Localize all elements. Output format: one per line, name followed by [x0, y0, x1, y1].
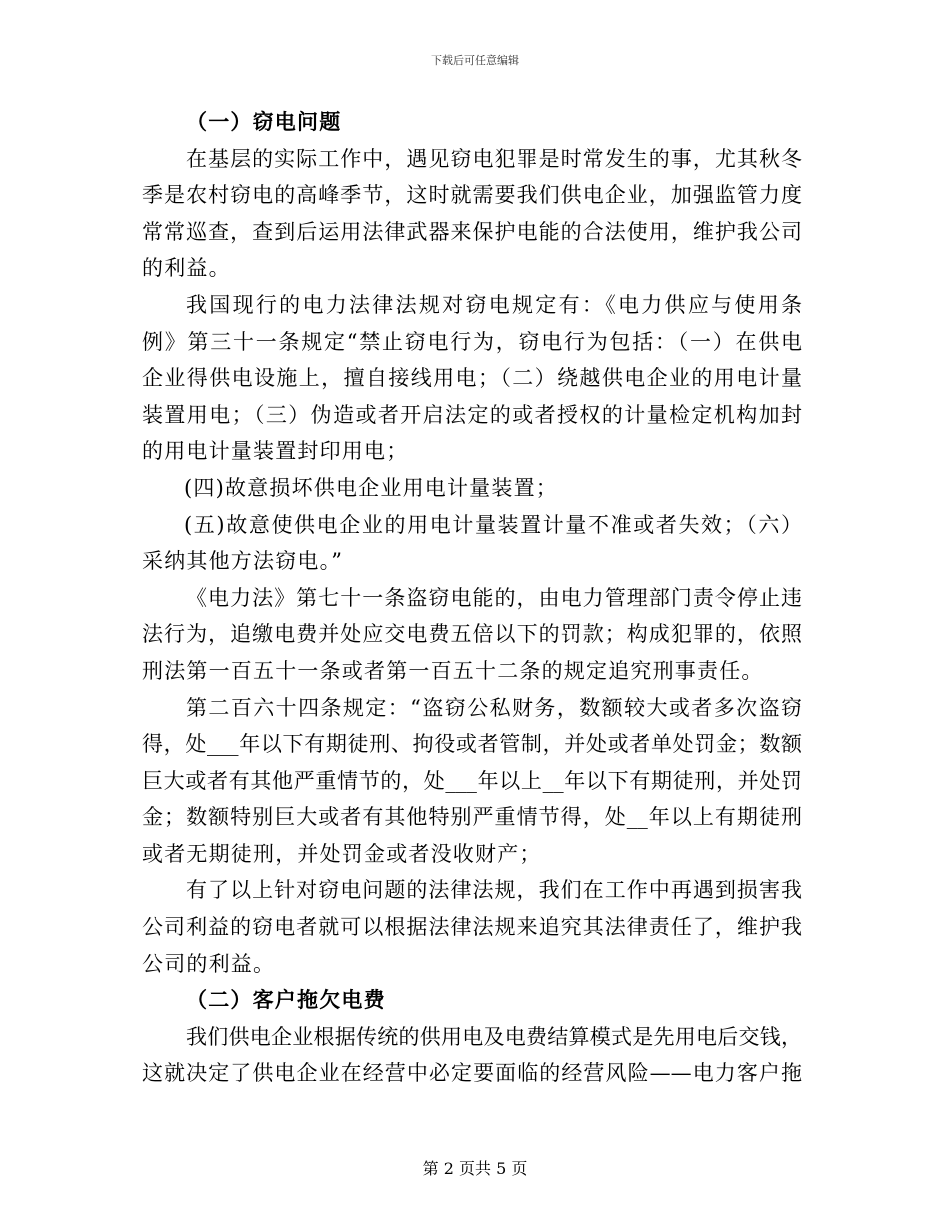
paragraph-line: 这就决定了供电企业在经营中必定要面临的经营风险——电力客户拖: [142, 1061, 802, 1086]
paragraph-line: 采纳其他方法窃电。”: [142, 549, 344, 574]
paragraph-line: 法行为，追缴电费并处应交电费五倍以下的罚款；构成犯罪的，依照: [142, 622, 802, 647]
page-footer: 第 2 页共 5 页: [422, 1159, 528, 1178]
paragraph-line: 我国现行的电力法律法规对窃电规定有：《电力供应与使用条: [186, 292, 802, 317]
paragraph-line: 《电力法》第七十一条盗窃电能的，由电力管理部门责令停止违: [186, 585, 802, 610]
paragraph-line: 刑法第一百五十一条或者第一百五十二条的规定追究刑事责任。: [142, 658, 764, 683]
paragraph-line: 公司利益的窃电者就可以根据法律法规来追究其法律责任了，维护我: [142, 915, 802, 940]
paragraph-line: 有了以上针对窃电问题的法律法规，我们在工作中再遇到损害我: [186, 878, 802, 903]
document-body: [142, 104, 802, 1092]
paragraph-line: 企业得供电设施上，擅自接线用电；（二）绕越供电企业的用电计量: [142, 366, 802, 391]
paragraph-line: 巨大或者有其他严重情节的，处___年以上__年以下有期徒刑，并处罚: [142, 768, 802, 793]
paragraph-line: 或者无期徒刑，并处罚金或者没收财产；: [142, 841, 542, 866]
paragraph-line: 在基层的实际工作中，遇见窃电犯罪是时常发生的事，尤其秋冬: [186, 146, 802, 171]
paragraph-line: 我们供电企业根据传统的供用电及电费结算模式是先用电后交钱，: [186, 1024, 802, 1049]
paragraph-line: 的利益。: [142, 256, 231, 281]
paragraph-line: 得，处___年以下有期徒刑、拘役或者管制，并处或者单处罚金；数额: [142, 732, 802, 757]
paragraph-line: 装置用电；（三）伪造或者开启法定的或者授权的计量检定机构加封: [142, 402, 802, 427]
paragraph-line: 金；数额特别巨大或者有其他特别严重情节得，处__年以上有期徒刑: [142, 805, 802, 830]
paragraph-line: 例》第三十一条规定“禁止窃电行为，窃电行为包括：（一）在供电: [142, 329, 802, 354]
section-heading: （二）客户拖欠电费: [186, 988, 386, 1013]
page-header: 下载后可任意编辑: [431, 54, 519, 67]
section-heading: （一）窃电问题: [186, 110, 342, 134]
paragraph-line: 常常巡查，查到后运用法律武器来保护电能的合法使用，维护我公司: [142, 219, 802, 244]
paragraph-line: 的用电计量装置封印用电；: [142, 439, 409, 464]
paragraph-line: (五)故意使供电企业的用电计量装置计量不准或者失效；（六）: [184, 512, 802, 537]
paragraph-line: 公司的利益。: [142, 951, 276, 976]
paragraph-line: 第二百六十四条规定：“盗窃公私财务，数额较大或者多次盗窃: [186, 695, 802, 720]
paragraph-line: (四)故意损坏供电企业用电计量装置；: [184, 475, 558, 500]
paragraph-line: 季是农村窃电的高峰季节，这时就需要我们供电企业，加强监管力度: [142, 183, 802, 208]
